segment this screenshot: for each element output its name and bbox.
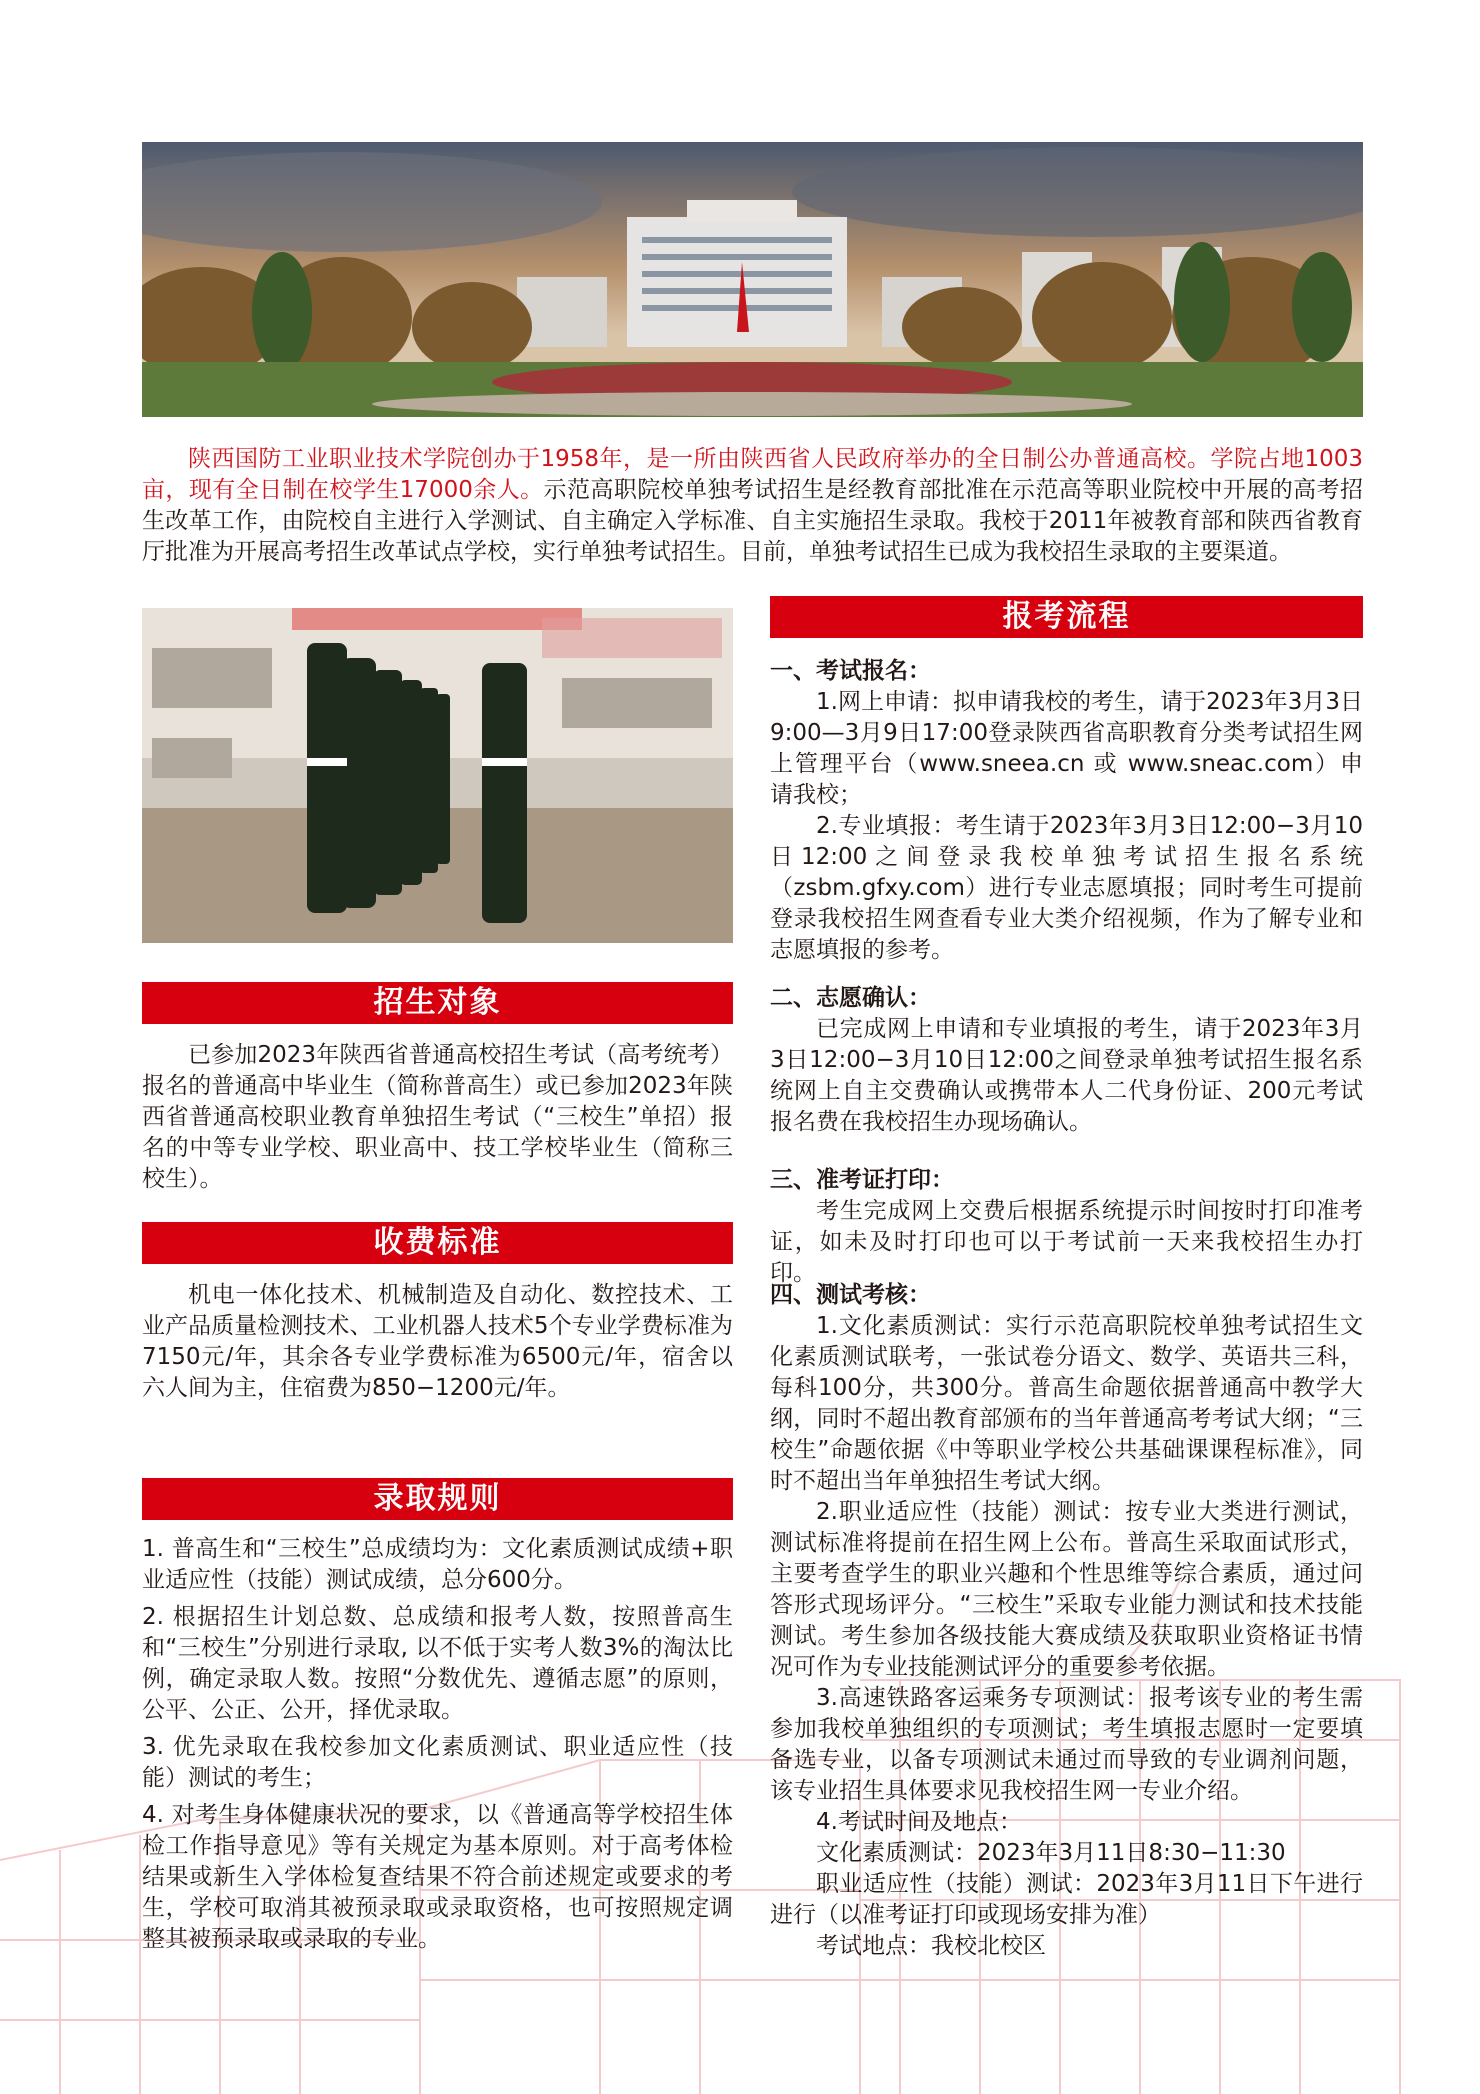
step1-online-apply: 1.网上申请：拟申请我校的考生，请于2023年3月3日9:00—3月9日17:00登录陕西省高职教育分类考试招生网上管理平台（www.sneea.cn 或 www.sneac.com）申请我校；: [770, 689, 1363, 808]
intro-highlight: 陕西国防工业职业技术学院创办于1958年，是一所由陕西省人民政府举办的全日制公办普通高校。学院占地1003亩，现有全日制在校学生17000余人。: [142, 446, 1363, 503]
target-header: 招生对象: [142, 982, 733, 1024]
step4-time-place: 4.考试时间及地点：: [816, 1809, 1022, 1835]
admission-rule-1: 1. 普高生和“三校生”总成绩均为：文化素质测试成绩+职业适应性（技能）测试成绩，总分600分。: [142, 1536, 733, 1593]
step4-culture-time: 文化素质测试：2023年3月11日8:30−11:30: [816, 1840, 1286, 1866]
fees-body: 机电一体化技术、机械制造及自动化、数控技术、工业产品质量检测技术、工业机器人技术5个专业学费标准为7150元/年，其余各专业学费标准为6500元/年，宿舍以六人间为主，住宿费为850−1200元/年。: [142, 1282, 733, 1401]
step4-skill-test: 2.职业适应性（技能）测试：按专业大类进行测试，测试标准将提前在招生网上公布。普高生采取面试形式，主要考查学生的职业兴趣和个性思维等综合素质，通过问答形式现场评分。“三校生”采取专业能力测试和技术技能测试。考生参加各级技能大赛成绩及获取职业资格证书情况可作为专业技能测试评分的重要参考依据。: [770, 1499, 1363, 1680]
step2-body: 已完成网上申请和专业填报的考生，请于2023年3月3日12:00−3月10日12:00之间登录单独考试招生报名系统网上自主交费确认或携带本人二代身份证、200元考试报名费在我校招生办现场确认。: [770, 1016, 1363, 1135]
step4-skill-time: 职业适应性（技能）测试：2023年3月11日下午进行进行（以准考证打印或现场安排为准）: [770, 1871, 1363, 1928]
fees-header: 收费标准: [142, 1222, 733, 1264]
process-step-2: [770, 983, 1363, 1138]
target-body: 已参加2023年陕西省普通高校招生考试（高考统考）报名的普通高中毕业生（简称普高生）或已参加2023年陕西省普通高校职业教育单独招生考试（“三校生”单招）报名的中等专业学校、职业高中、技工学校毕业生（简称三校生）。: [142, 1042, 733, 1192]
admission-rule-3: 3. 优先录取在我校参加文化素质测试、职业适应性（技能）测试的考生；: [142, 1734, 733, 1791]
admission-rule-4: 4. 对考生身体健康状况的要求，以《普通高等学校招生体检工作指导意见》等有关规定为基本原则。对于高考体检结果或新生入学体检复查结果不符合前述规定或要求的考生，学校可取消其被预录取或录取资格，也可按照规定调整其被预录取或录取的专业。: [142, 1802, 733, 1952]
intro-paragraph: [142, 444, 1363, 568]
campus-banner-photo: [142, 142, 1363, 417]
admission-rule-2: 2. 根据招生计划总数、总成绩和报考人数，按照普高生和“三校生”分别进行录取, 以不低于实考人数3%的淘汰比例，确定录取人数。按照“分数优先、遵循志愿”的原则，公平、公正、公开，择优录取。: [142, 1604, 733, 1723]
process-header: 报考流程: [770, 596, 1363, 638]
process-step-4: [770, 1280, 1363, 1962]
step2-heading: 二、志愿确认：: [770, 985, 931, 1011]
admission-rules: [142, 1534, 733, 1961]
step1-heading: 一、考试报名：: [770, 658, 931, 684]
step3-heading: 三、准考证打印：: [770, 1167, 954, 1193]
step4-culture-test: 1.文化素质测试：实行示范高职院校单独考试招生文化素质测试联考，一张试卷分语文、数学、英语共三科，每科100分，共300分。普高生命题依据普通高中教学大纲，同时不超出教育部颁布的当年普通高考考试大纲；“三校生”命题依据《中等职业学校公共基础课课程标准》，同时不超出当年单独招生考试大纲。: [770, 1313, 1363, 1494]
step4-heading: 四、测试考核：: [770, 1282, 931, 1308]
step1-major-fill: 2.专业填报：考生请于2023年3月3日12:00−3月10日12:00之间登录我校单独考试招生报名系统（zsbm.gfxy.com）进行专业志愿填报；同时考生可提前登录我校招生网查看专业大类介绍视频，作为了解专业和志愿填报的参考。: [770, 813, 1363, 963]
step4-railway-test: 3.高速铁路客运乘务专项测试：报考该专业的考生需参加我校单独组织的专项测试；考生填报志愿时一定要填备选专业，以备专项测试未通过而导致的专业调剂问题，该专业招生具体要求见我校招生网一专业介绍。: [770, 1685, 1363, 1804]
intro-body: 示范高职院校单独考试招生是经教育部批准在示范高等职业院校中开展的高考招生改革工作，由院校自主进行入学测试、自主确定入学标准、自主实施招生录取。我校于2011年被教育部和陕西省教育厅批准为开展高考招生改革试点学校，实行单独考试招生。目前，单独考试招生已成为我校招生录取的主要渠道。: [142, 477, 1363, 565]
admission-header: 录取规则: [142, 1478, 733, 1520]
step4-location: 考试地点：我校北校区: [816, 1933, 1046, 1959]
process-step-1: [770, 656, 1363, 966]
honor-guard-photo: [142, 608, 733, 943]
process-step-3: [770, 1165, 1363, 1289]
step3-body: 考生完成网上交费后根据系统提示时间按时打印准考证，如未及时打印也可以于考试前一天来我校招生办打印。: [770, 1198, 1363, 1286]
